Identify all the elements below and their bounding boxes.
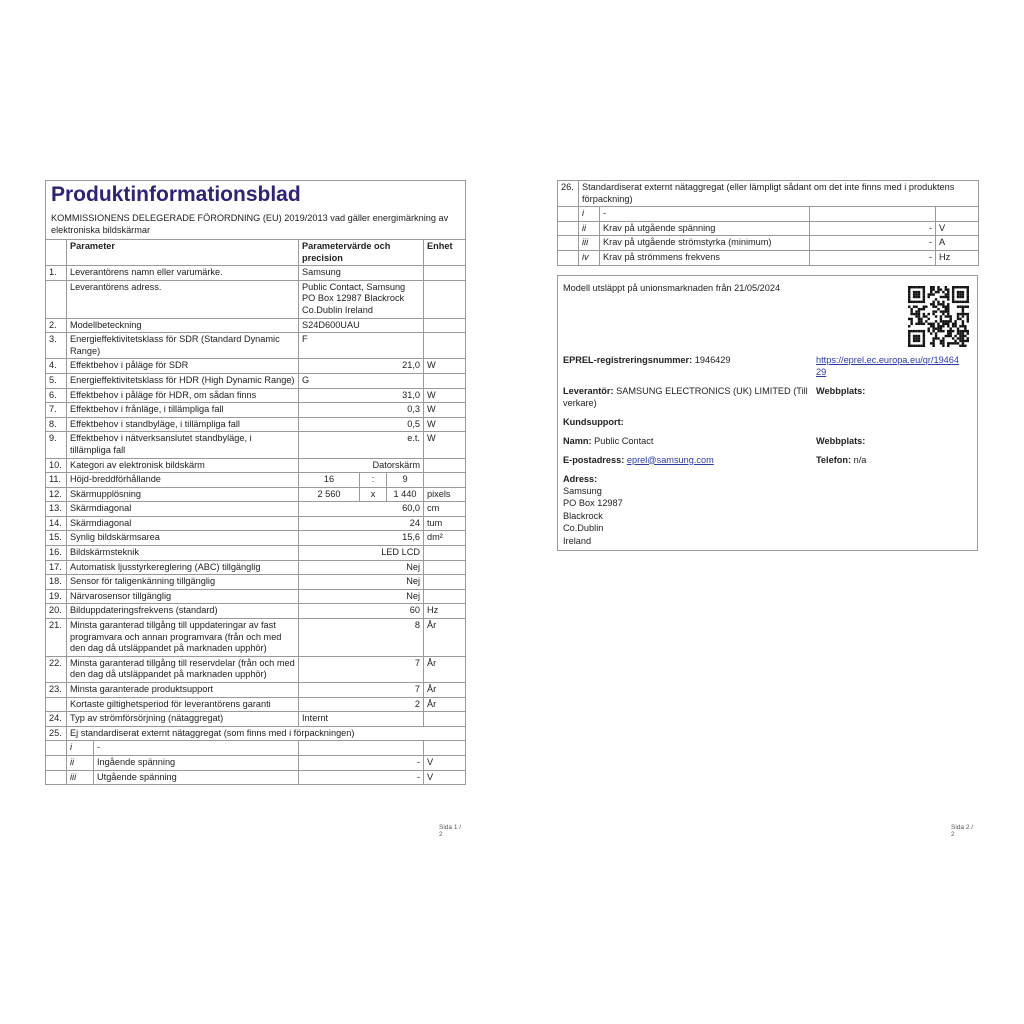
row-value: 8 xyxy=(299,619,424,657)
row-value-separator: x xyxy=(360,487,387,502)
supplier-label: Leverantör: xyxy=(563,385,614,396)
row-unit: cm xyxy=(424,502,466,517)
row-parameter: Effektbehov i nätverksanslutet standbyläge, i tillämpliga fall xyxy=(67,432,299,458)
header-value: Parametervärde och precision xyxy=(299,240,424,266)
sub-value: - xyxy=(299,755,424,770)
sub-index: i xyxy=(579,207,600,222)
row-number: 26. xyxy=(558,181,579,207)
table-row xyxy=(46,589,466,604)
email-label: E-postadress: xyxy=(563,454,625,465)
table-row xyxy=(46,432,466,458)
row-unit: W xyxy=(424,388,466,403)
row-value: 0,5 xyxy=(299,417,424,432)
row-unit xyxy=(424,560,466,575)
row-value: 7 xyxy=(299,683,424,698)
sub-value: - xyxy=(810,250,936,265)
row-unit: År xyxy=(424,683,466,698)
sub-row xyxy=(558,236,979,251)
table-row xyxy=(46,487,466,502)
row-unit: År xyxy=(424,619,466,657)
table-row xyxy=(46,604,466,619)
row-number xyxy=(46,697,67,712)
sub-parameter: Krav på utgående strömstyrka (minimum) xyxy=(600,236,810,251)
table-row xyxy=(46,403,466,418)
row-unit: W xyxy=(424,417,466,432)
support-email xyxy=(563,454,714,466)
row-number xyxy=(46,741,67,756)
table-row xyxy=(46,318,466,333)
table-row xyxy=(46,417,466,432)
header-parameter: Parameter xyxy=(67,240,299,266)
row-parameter: Skärmupplösning xyxy=(67,487,299,502)
row-value: 60,0 xyxy=(299,502,424,517)
sub-index: i xyxy=(67,741,94,755)
row-number xyxy=(46,755,67,770)
row-unit: pixels xyxy=(424,487,466,502)
table-row xyxy=(46,726,466,741)
row-number: 21. xyxy=(46,619,67,657)
customer-support-label: Kundsupport: xyxy=(563,416,624,427)
row-value: 21,0 xyxy=(299,359,424,374)
row-parameter: Typ av strömförsörjning (nätaggregat) xyxy=(67,712,299,727)
row-number: 13. xyxy=(46,502,67,517)
row-value: Internt xyxy=(299,712,424,727)
table-row xyxy=(46,560,466,575)
sub-parameter: Utgående spänning xyxy=(97,771,177,782)
sub-row-parameter xyxy=(67,741,299,756)
header-box xyxy=(45,180,466,239)
sub-parameter: Krav på utgående spänning xyxy=(600,221,810,236)
row-parameter: Skärmdiagonal xyxy=(67,516,299,531)
page-number-2: Sida 2 / 2 xyxy=(951,824,974,838)
page-title: Produktinformationsblad xyxy=(51,183,301,206)
eprel-link[interactable]: https://eprel.ec.europa.eu/qr/1946429 xyxy=(816,354,960,377)
sub-row xyxy=(46,741,466,756)
table-header-row xyxy=(46,240,466,266)
row-value: Datorskärm xyxy=(299,458,424,473)
row-parameter: Kategori av elektronisk bildskärm xyxy=(67,458,299,473)
row-parameter: Bildskärmsteknik xyxy=(67,546,299,561)
sub-row xyxy=(558,250,979,265)
header-number xyxy=(46,240,67,266)
name-value: Public Contact xyxy=(594,435,654,446)
row-value: Nej xyxy=(299,575,424,590)
row-parameter: Effektbehov i standbyläge, i tillämpliga fall xyxy=(67,417,299,432)
sub-unit: A xyxy=(936,236,979,251)
sub-value: - xyxy=(810,236,936,251)
row-number: 23. xyxy=(46,683,67,698)
row-unit xyxy=(424,333,466,359)
sub-parameter: Ingående spänning xyxy=(97,756,176,767)
row-unit xyxy=(424,473,466,488)
sub-unit: V xyxy=(424,770,466,785)
table-row xyxy=(46,502,466,517)
qr-code-icon xyxy=(908,286,969,347)
supplier xyxy=(563,385,808,410)
email-link[interactable]: eprel@samsung.com xyxy=(626,454,714,465)
eprel-info-box xyxy=(557,275,978,551)
row-parameter: Leverantörens namn eller varumärke. xyxy=(67,266,299,281)
row-parameter: Effektbehov i påläge för HDR, om sådan finns xyxy=(67,388,299,403)
phone-value: n/a xyxy=(853,454,867,465)
row-number: 15. xyxy=(46,531,67,546)
row-value: G xyxy=(299,373,424,388)
row-parameter: Minsta garanterade produktsupport xyxy=(67,683,299,698)
sub-value xyxy=(810,207,936,222)
row-unit: W xyxy=(424,403,466,418)
row-parameter: Leverantörens adress. xyxy=(67,280,299,318)
row-number: 11. xyxy=(46,473,67,488)
sub-parameter: Krav på strömmens frekvens xyxy=(600,250,810,265)
row-unit: W xyxy=(424,359,466,374)
row-number: 9. xyxy=(46,432,67,458)
table-row xyxy=(46,619,466,657)
table-row xyxy=(46,473,466,488)
table-row xyxy=(46,575,466,590)
row-unit: dm² xyxy=(424,531,466,546)
sub-index: iii xyxy=(579,236,600,251)
row-parameter: Automatisk ljusstyrkereglering (ABC) tillgänglig xyxy=(67,560,299,575)
row-number: 3. xyxy=(46,333,67,359)
page-number-1: Sida 1 / 2 xyxy=(439,824,462,838)
row-value-separator: : xyxy=(360,473,387,488)
address-line: Co.Dublin xyxy=(563,523,604,534)
row-number: 24. xyxy=(46,712,67,727)
row-value: Public Contact, Samsung PO Box 12987 Blackrock Co.Dublin Ireland xyxy=(299,280,424,318)
table-row xyxy=(46,458,466,473)
row-parameter: Höjd-breddförhållande xyxy=(67,473,299,488)
row-value: 60 xyxy=(299,604,424,619)
row-unit xyxy=(424,458,466,473)
sub-index: ii xyxy=(67,756,94,770)
row-value: Nej xyxy=(299,589,424,604)
sub-row-parameter xyxy=(67,755,299,770)
sub-parameter: - xyxy=(97,742,101,753)
row-parameter: Sensor för taligenkänning tillgänglig xyxy=(67,575,299,590)
sub-row xyxy=(46,755,466,770)
row-number: 14. xyxy=(46,516,67,531)
row-number: 20. xyxy=(46,604,67,619)
row-number xyxy=(558,221,579,236)
eprel-value: 1946429 xyxy=(694,354,731,365)
row-parameter: Minsta garanterad tillgång till reservdelar (från och med den dag då utsläppandet på marknaden upphör) xyxy=(67,656,299,682)
table-row xyxy=(46,546,466,561)
sub-parameter: - xyxy=(600,207,810,222)
row-unit xyxy=(424,575,466,590)
address-line: Samsung xyxy=(563,485,602,496)
row-value: LED LCD xyxy=(299,546,424,561)
row-unit xyxy=(424,712,466,727)
row-value: 0,3 xyxy=(299,403,424,418)
row-parameter: Effektbehov i påläge för SDR xyxy=(67,359,299,374)
row-number: 5. xyxy=(46,373,67,388)
row-unit xyxy=(424,280,466,318)
row-unit: W xyxy=(424,432,466,458)
support-phone xyxy=(816,454,866,466)
table-row xyxy=(46,531,466,546)
table-body-2 xyxy=(558,181,979,266)
row-parameter: Modellbeteckning xyxy=(67,318,299,333)
row-parameter: Synlig bildskärmsarea xyxy=(67,531,299,546)
sub-row xyxy=(558,221,979,236)
row-value: F xyxy=(299,333,424,359)
row-parameter: Skärmdiagonal xyxy=(67,502,299,517)
sub-unit: V xyxy=(424,755,466,770)
row-number xyxy=(46,280,67,318)
row-unit: År xyxy=(424,697,466,712)
phone-label: Telefon: xyxy=(816,454,852,465)
support-address xyxy=(563,473,623,547)
table-row xyxy=(46,373,466,388)
row-value-b: 1 440 xyxy=(387,487,424,502)
row-unit: Hz xyxy=(424,604,466,619)
address-label: Adress: xyxy=(563,473,598,484)
row-number xyxy=(558,207,579,222)
sub-unit xyxy=(936,207,979,222)
row-unit xyxy=(424,373,466,388)
sub-index: iv xyxy=(579,250,600,265)
table-row xyxy=(46,280,466,318)
power-supply-table xyxy=(557,180,979,266)
sub-row xyxy=(46,770,466,785)
row-number: 25. xyxy=(46,726,67,741)
sub-value: - xyxy=(299,770,424,785)
row-parameter: Standardiserat externt nätaggregat (eller lämpligt sådant om det inte finns med i produktens förpackning) xyxy=(579,181,979,207)
row-parameter: Effektbehov i frånläge, i tillämpliga fall xyxy=(67,403,299,418)
row-parameter: Energieffektivitetsklass för SDR (Standard Dynamic Range) xyxy=(67,333,299,359)
table-row xyxy=(46,359,466,374)
row-value-a: 16 xyxy=(299,473,360,488)
table-row xyxy=(46,333,466,359)
row-parameter: Minsta garanterad tillgång till uppdateringar av fast programvara och annan programvara (från och med den dag då utsläppandet på marknaden upphör) xyxy=(67,619,299,657)
website-label: Webbplats: xyxy=(816,385,866,396)
table-row xyxy=(46,697,466,712)
row-number: 17. xyxy=(46,560,67,575)
table-row xyxy=(46,712,466,727)
row-number: 18. xyxy=(46,575,67,590)
row-number: 4. xyxy=(46,359,67,374)
row-value: Samsung xyxy=(299,266,424,281)
release-date-text: Modell utsläppt på unionsmarknaden från 21/05/2024 xyxy=(563,282,781,293)
row-value: 24 xyxy=(299,516,424,531)
row-parameter: Närvarosensor tillgänglig xyxy=(67,589,299,604)
sub-value: - xyxy=(810,221,936,236)
header-unit: Enhet xyxy=(424,240,466,266)
support-name xyxy=(563,435,653,447)
row-number: 1. xyxy=(46,266,67,281)
address-line: Blackrock xyxy=(563,510,603,521)
table-row xyxy=(46,656,466,682)
eprel-number xyxy=(563,354,731,366)
row-number: 16. xyxy=(46,546,67,561)
row-number: 2. xyxy=(46,318,67,333)
sub-row-parameter xyxy=(67,770,299,785)
row-number xyxy=(558,250,579,265)
sub-index: ii xyxy=(579,221,600,236)
table-row xyxy=(46,683,466,698)
parameter-table xyxy=(45,239,466,785)
address-line: Ireland xyxy=(563,535,592,546)
row-number: 12. xyxy=(46,487,67,502)
table-body xyxy=(46,266,466,785)
sub-row xyxy=(558,207,979,222)
row-number: 10. xyxy=(46,458,67,473)
sheet-page-2 xyxy=(557,180,978,838)
supplier-value: SAMSUNG ELECTRONICS (UK) LIMITED (Tillverkare) xyxy=(563,385,808,408)
row-number: 6. xyxy=(46,388,67,403)
sub-value xyxy=(299,741,424,756)
regulation-subtitle: KOMMISSIONENS DELEGERADE FÖRORDNING (EU) 2019/2013 vad gäller energimärkning av elektroniska bildskärmar xyxy=(51,213,449,235)
sub-index: iii xyxy=(67,771,94,785)
eprel-label: EPREL-registreringsnummer: xyxy=(563,354,693,365)
table-row xyxy=(558,181,979,207)
row-value-b: 9 xyxy=(387,473,424,488)
row-parameter: Bilduppdateringsfrekvens (standard) xyxy=(67,604,299,619)
row-value: 15,6 xyxy=(299,531,424,546)
row-unit xyxy=(424,589,466,604)
table-row xyxy=(46,266,466,281)
row-unit: tum xyxy=(424,516,466,531)
row-value: e.t. xyxy=(299,432,424,458)
sheet-page-1 xyxy=(45,180,466,838)
row-number xyxy=(46,770,67,785)
sub-unit: Hz xyxy=(936,250,979,265)
row-unit: År xyxy=(424,656,466,682)
row-number xyxy=(558,236,579,251)
row-value: 7 xyxy=(299,656,424,682)
row-number: 8. xyxy=(46,417,67,432)
row-value: 2 xyxy=(299,697,424,712)
row-number: 19. xyxy=(46,589,67,604)
website2-label: Webbplats: xyxy=(816,435,866,446)
row-unit xyxy=(424,266,466,281)
row-value: 31,0 xyxy=(299,388,424,403)
row-parameter: Kortaste giltighetsperiod för leverantörens garanti xyxy=(67,697,299,712)
row-number: 22. xyxy=(46,656,67,682)
row-unit xyxy=(424,546,466,561)
row-parameter: Energieffektivitetsklass för HDR (High Dynamic Range) xyxy=(67,373,299,388)
row-parameter: Ej standardiserat externt nätaggregat (som finns med i förpackningen) xyxy=(67,726,466,741)
row-value-a: 2 560 xyxy=(299,487,360,502)
row-value: Nej xyxy=(299,560,424,575)
row-value: S24D600UAU xyxy=(299,318,424,333)
row-number: 7. xyxy=(46,403,67,418)
table-row xyxy=(46,388,466,403)
address-line: PO Box 12987 xyxy=(563,498,623,509)
row-unit xyxy=(424,318,466,333)
sub-unit xyxy=(424,741,466,756)
table-row xyxy=(46,516,466,531)
sub-unit: V xyxy=(936,221,979,236)
name-label: Namn: xyxy=(563,435,592,446)
